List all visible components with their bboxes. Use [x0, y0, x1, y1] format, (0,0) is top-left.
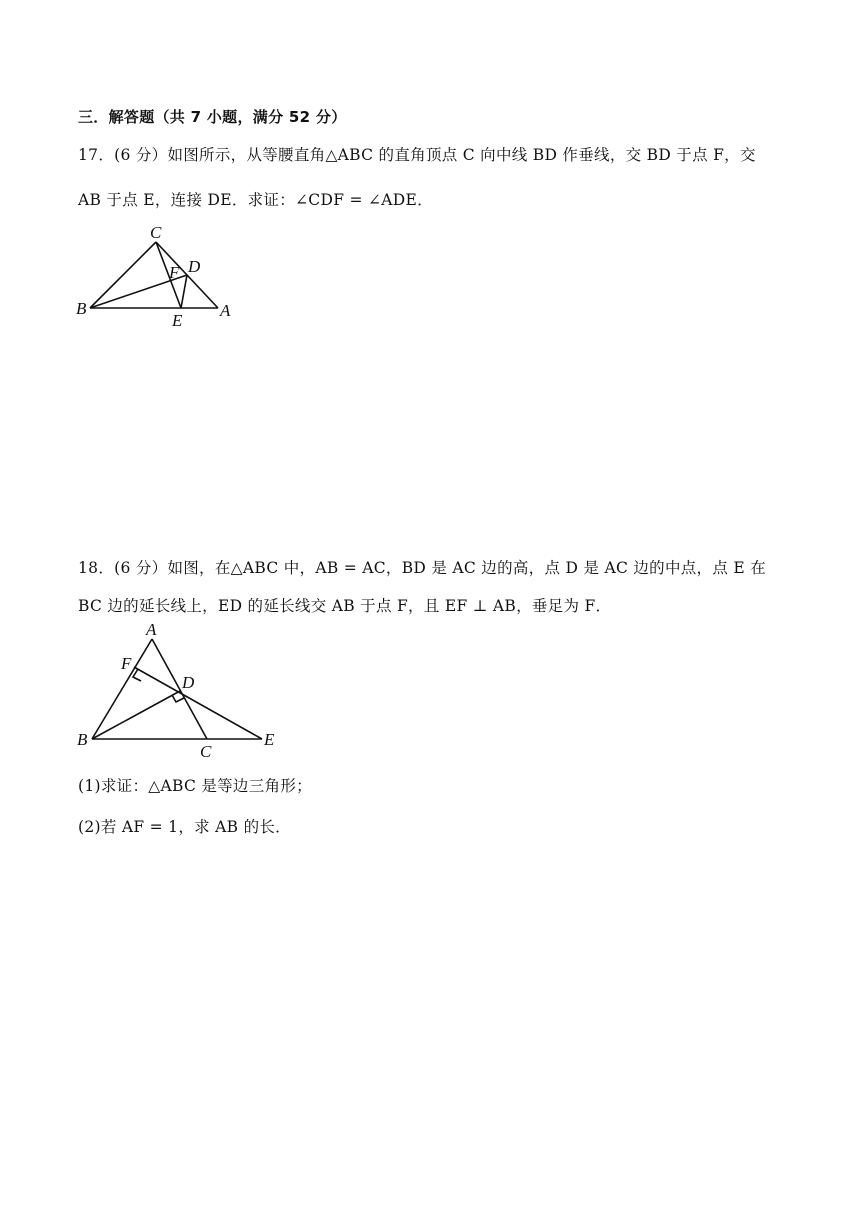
q18-segment-BD	[92, 691, 180, 739]
q17-text-line2: AB 于点 E，连接 DE．求证：∠CDF = ∠ADE．	[78, 191, 433, 209]
q17-label-F: F	[169, 263, 180, 282]
q17-label-D: D	[188, 257, 201, 276]
q17-label-A: A	[220, 301, 231, 320]
q18-segment-AC	[152, 639, 207, 739]
q17-label-E: E	[172, 311, 183, 330]
q18-text-line1: 18．(6 分）如图，在△ABC 中，AB = AC，BD 是 AC 边的高，点 D 是 AC 边的中点，点 E 在	[78, 559, 767, 577]
q18-part1: (1)求证：△ABC 是等边三角形；	[78, 777, 312, 795]
q17-figure	[70, 220, 250, 330]
q18-label-F: F	[121, 654, 132, 673]
section-heading: 三．解答题（共 7 小题，满分 52 分）	[78, 108, 347, 126]
q18-part2: (2)若 AF = 1，求 AB 的长．	[78, 818, 291, 836]
q18-label-C: C	[200, 742, 212, 761]
q18-text-line2: BC 边的延长线上，ED 的延长线交 AB 于点 F，且 EF ⊥ AB，垂足为 F．	[78, 597, 612, 615]
q17-segment-BC	[90, 242, 156, 308]
q18-label-E: E	[264, 730, 275, 749]
q18-label-D: D	[182, 673, 195, 692]
q18-label-B: B	[77, 730, 88, 749]
q18-figure	[72, 618, 292, 761]
q18-right-angle-D	[172, 695, 184, 702]
q17-segment-DE	[181, 275, 187, 308]
q18-label-A: A	[146, 620, 157, 639]
q17-text-line1: 17．(6 分）如图所示，从等腰直角△ABC 的直角顶点 C 向中线 BD 作垂线，交 BD 于点 F，交	[78, 146, 756, 164]
q17-label-B: B	[76, 299, 87, 318]
q18-segment-FE	[134, 667, 262, 739]
q17-label-C: C	[150, 223, 162, 242]
